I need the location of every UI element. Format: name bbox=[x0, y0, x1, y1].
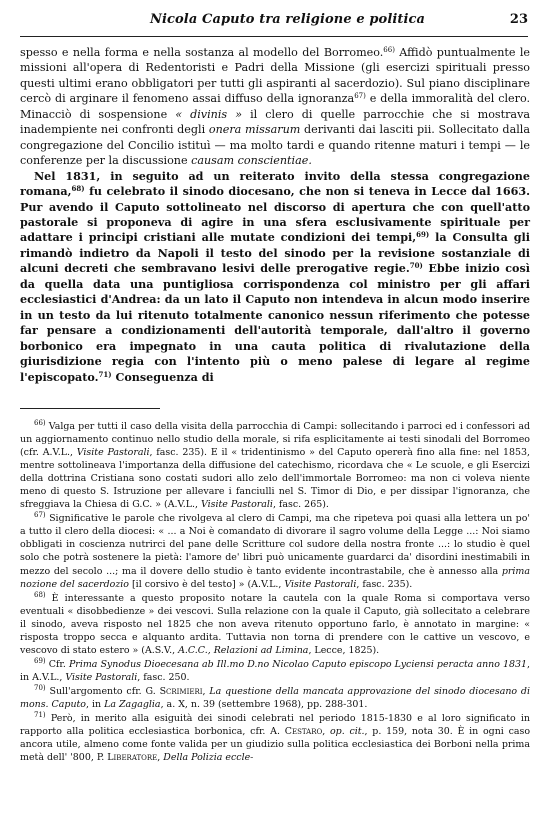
footnote-66 bbox=[20, 420, 530, 511]
footnote-ref: 67) bbox=[354, 92, 366, 101]
text-run: spesso e nella forma e nella sostanza al modello del Borromeo. bbox=[20, 46, 384, 59]
text-run: , fasc. 265). bbox=[272, 499, 329, 511]
footnote-ref: 71) bbox=[34, 711, 46, 720]
footnote-ref: 66) bbox=[34, 419, 46, 427]
text-run: , bbox=[322, 726, 330, 738]
text-run: fu celebrato il sinodo diocesano, che non si teneva in Lecce dal 1663. Pur avendo il Caputo sottolineato nel discorso di apertura che con quell'atto pastorale si proponeva di agire in una sfera esclusivamente spirituale per adattare i principi cristiani alle mutate condizioni dei tempi, bbox=[20, 185, 530, 245]
text-run: , bbox=[157, 752, 164, 764]
author-name: Cestaro bbox=[284, 726, 323, 738]
footnote-ref: 67) bbox=[34, 511, 46, 520]
italic-run: Visite Pastorali bbox=[200, 499, 273, 511]
footnote-ref: 71) bbox=[98, 369, 112, 379]
italic-run: La Zagaglia bbox=[104, 698, 161, 710]
text-run: Affidò puntualmente le missioni all'opera di Redentoristi e Padri della Missione (gli esercizi spirituali presso questi ultimi erano obbligatori per tutti gli aspiranti al sacerdozio). Sul piano disciplinare cercò di arginare il fenomeno assai diffuso della ignoranza bbox=[20, 46, 530, 106]
text-run: , in bbox=[86, 698, 105, 710]
footnote-ref: 68) bbox=[34, 590, 46, 599]
paragraph bbox=[20, 45, 530, 169]
footnotes bbox=[20, 420, 530, 764]
text-run: , p. 159, nota 30. È in ogni caso ancora utile, almeno come fonte valida per un giudizio sulla politica ecclesiastica dei Borboni nella prima metà dell' '800, P. bbox=[20, 726, 531, 764]
main-text bbox=[20, 45, 530, 385]
italic-run: op. cit. bbox=[329, 726, 365, 738]
text-run: , fasc. 235). bbox=[356, 578, 413, 590]
text-run: Sull'argomento cfr. G. bbox=[45, 685, 160, 697]
footnote-rule bbox=[20, 408, 160, 409]
text-run: È interessante a questo proposito notare la cautela con la quale Roma si comportava verso eventuali « disobbedienze » dei vescovi. Sulla relazione con la quale il Caputo, già sollecitato a celebrare il sinodo, aveva risposto nel 1825 che non aveva ritenuto opportuno farlo, è annotato in margine: « risposta troppo secca e alquanto ardita. Tuttavia non torna di prendere con le cattive un vescovo, e vescovo di stato estero » (A.S.V., bbox=[20, 592, 530, 656]
italic-run: Visite Pastorali bbox=[65, 671, 138, 683]
footnote-70 bbox=[20, 685, 530, 711]
footnote-ref: 69) bbox=[416, 230, 430, 240]
italic-run: causam conscientiae. bbox=[191, 154, 312, 168]
paragraph bbox=[20, 169, 530, 385]
text-run: Però, in merito alla esiguità dei sinodi celebrati nel periodo 1815-1830 e al loro significato in rapporto alla politica ecclesiastica borbonica, cfr. A. bbox=[20, 713, 530, 738]
header-rule bbox=[20, 36, 528, 37]
text-run: il clero di quelle parrocchie che si mostrava inadempiente nei confronti degli bbox=[20, 107, 531, 137]
footnote-ref: 66) bbox=[383, 46, 395, 54]
italic-run: onera missarum bbox=[208, 123, 301, 137]
text-run: Valga per tutti il caso della visita della parrocchia di Campi: sollecitando i parroci ed i confessori ad un aggiornamento continuo nello studio della morale, si rifa esplicitamente ai testi sinodali del Borromeo (cfr. A.V.L., bbox=[20, 421, 530, 459]
text-run: , fasc. 235). E il « tridentinismo » del Caputo opererà fino alla fine: nel 1853, mentre sottolineava l'importanza della diffusione del catechismo, ricordava che « Le scuole, e gli Esercizi della dottrina Cristiana sono costati sudori allo zelo dell'immortale Borromeo: ma non ci voleva niente meno di questo S. Istruzione per allevare i fanciulli nel S. Timor di Dio, e per dissipar l'ignoranza, che sfreggiava la Chiesa di G.C. » (A.V.L., bbox=[20, 447, 530, 511]
italic-run: Visite Pastorali bbox=[76, 447, 150, 459]
footnote-ref: 69) bbox=[34, 656, 46, 665]
text-run: [il corsivo è del testo] » (A.V.L., bbox=[129, 578, 285, 590]
author-name: Liberatore bbox=[107, 752, 158, 764]
text-run: Nel 1831, in seguito ad un reiterato invito della stessa congregazione romana, bbox=[20, 169, 530, 199]
footnote-71 bbox=[20, 712, 530, 764]
text-run: la Consulta gli rimandò indietro da Napoli il testo del sinodo per la revisione sostanziale di alcuni decreti che sembravano lesivi delle prerogative regie. bbox=[20, 231, 530, 276]
italic-run: « divinis » bbox=[175, 107, 243, 121]
italic-run: La questione della mancata approvazione del sinodo diocesano di mons. Caputo bbox=[20, 685, 530, 710]
footnote-ref: 68) bbox=[71, 184, 85, 194]
text-run: Cfr. bbox=[45, 658, 69, 670]
text-run: , bbox=[202, 685, 210, 697]
text-run: e della immoralità del clero. Minacciò di sospensione bbox=[20, 92, 530, 121]
running-title: Nicola Caputo tra religione e politica bbox=[150, 12, 426, 27]
running-header bbox=[20, 12, 528, 32]
italic-run: prima nozione del sacerdozio bbox=[20, 565, 530, 590]
footnote-ref: 70) bbox=[409, 261, 423, 271]
footnote-68 bbox=[20, 592, 530, 657]
text-run: Conseguenza di bbox=[111, 370, 214, 384]
footnote-69 bbox=[20, 658, 530, 684]
text-run: Ebbe inizio così da quella data una puntigliosa corrispondenza col ministro per gli affari ecclesiastici d'Andrea: da un lato il Caputo non intendeva in alcun modo inserire in un testo da lui ritenuto totalmente canonico nessun riferimento che potesse far pensare a condizionamenti dell'autorità temporale, dall'altro il governo borbonico era impegnato in una cauta politica di rivalutazione della giurisdizione regia con l'intento più o meno palese di legare al regime l'episcopato. bbox=[20, 262, 530, 384]
italic-run: Visite Pastorali bbox=[284, 578, 357, 590]
author-name: Scrimieri bbox=[159, 685, 203, 697]
italic-run: A.C.C., Relazioni ad Limina bbox=[178, 644, 309, 656]
italic-run: Della Polizia eccle- bbox=[163, 752, 254, 764]
text-run: , in A.V.L., bbox=[20, 658, 531, 683]
text-run: , fasc. 250. bbox=[137, 671, 190, 683]
page-number: 23 bbox=[509, 12, 528, 27]
italic-run: Prima Synodus Dioecesana ab Ill.mo D.no Nicolao Caputo episcopo Lyciensi peracta anno 1831 bbox=[68, 658, 528, 670]
text-run: Significative le parole che rivolgeva al clero di Campi, ma che ripeteva poi quasi alla lettera un po' a tutto il clero della diocesi: « ... a Noi è comandato di divorare il sagro volume della Legge ...: Noi siamo obbligati in coscienza nutrirci del pane delle Scritture col sudore della nostra fronte ...: lo studio è quel solo che potrà sostenere la pietà: l'amore de' libri può unicamente guardarci da' disordini inestimabili in mezzo del secolo ...; ma il dovere dello studio è tanto evidente incontrastabile, che è annesso alla bbox=[20, 513, 530, 577]
text-run: , Lecce, 1825). bbox=[308, 644, 380, 656]
text-run: , a. X, n. 39 (settembre 1968), pp. 288-301. bbox=[160, 698, 368, 710]
footnote-ref: 70) bbox=[34, 683, 46, 692]
text-run: derivanti dai lasciti pii. Sollecitato dalla congregazione del Concilio istituì — ma molto tardi e quando ritenne maturi i tempi — le conferenze per la discussione bbox=[20, 123, 530, 168]
footnote-67 bbox=[20, 512, 530, 590]
